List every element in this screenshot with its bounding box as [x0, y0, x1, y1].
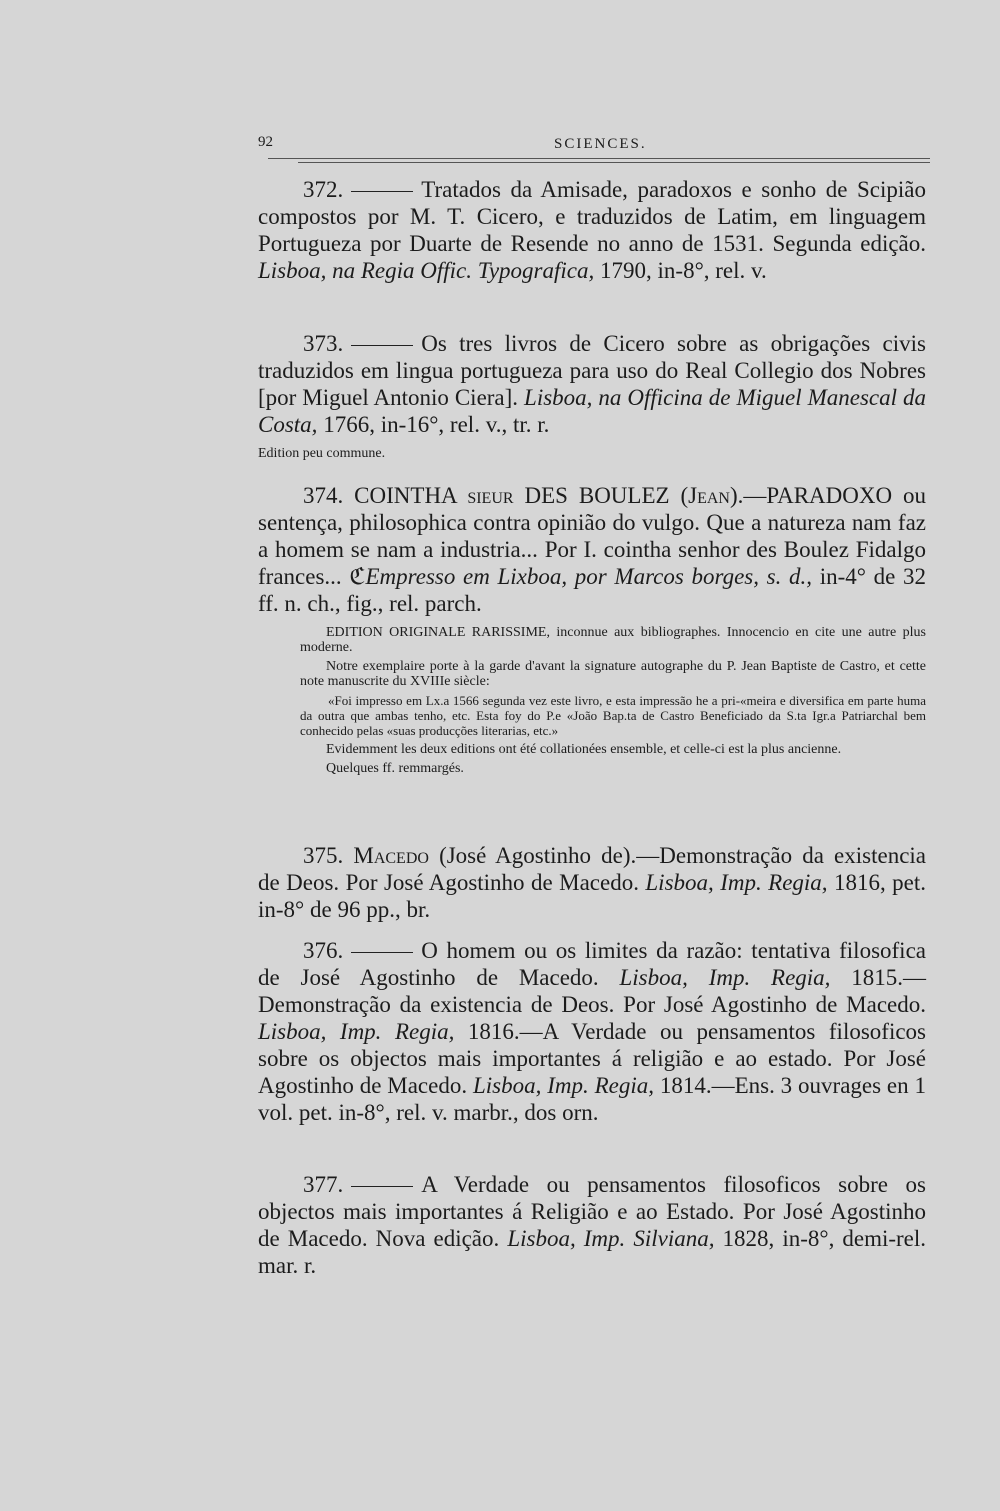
- entry-note: Edition peu commune.: [258, 446, 386, 461]
- entry-imprint: Lisboa, Imp. Silviana,: [507, 1226, 715, 1251]
- entry-375: [258, 842, 926, 923]
- entry-373: [258, 330, 926, 461]
- running-title: SCIENCES.: [554, 136, 647, 152]
- entry-title: O homem ou os limites da razão: tentativa filosofica de José Agostinho de Macedo.: [258, 938, 926, 990]
- manuscript-quote: «Foi impresso em Lx.a 1566 segunda vez este livro, e esta impressão he a pri-«meira e diversifica em parte huma da outra que ambas tenho, etc. Esta foy do P.e «João Bap.ta de Castro Beneficiado da S.ta Igr.a Patriarchal bem conhecido pelas «suas producções literarias, etc.»: [300, 693, 926, 738]
- entry-imprint: Lisboa, Imp. Regia,: [472, 1073, 654, 1098]
- entry-376: [258, 937, 926, 1126]
- entry-number: 377.: [303, 1172, 344, 1197]
- entry-title: (José Agostinho de).—Demonstração da existencia de Deos. Por José Agostinho de Macedo.: [258, 843, 926, 895]
- entry-imprint: Lisboa, na Regia Offic. Typografica,: [258, 258, 595, 283]
- ditto-dash: [351, 952, 413, 953]
- entry-imprint: Lisboa, na Officina de Miguel Manescal da Costa,: [258, 385, 926, 437]
- entry-notes: [258, 625, 926, 776]
- entry-author: COINTHA: [354, 483, 457, 508]
- entry-title: Os tres livros de Cicero sobre as obrigações civis traduzidos em lingua portugueza para uso do Real Collegio dos Nobres [por Miguel Antonio Ciera].: [258, 331, 926, 410]
- entry-author: Macedo: [353, 843, 429, 868]
- entry-note: Quelques ff. remmargés.: [326, 761, 464, 776]
- page-header: [258, 134, 930, 160]
- entry-number: 375.: [303, 843, 344, 868]
- entry-author-name: DES BOULEZ (: [524, 483, 689, 508]
- entry-note: Notre exemplaire porte à la garde d'avant la signature autographe du P. Jean Baptiste de Castro, et cette note manuscrite du XVIIIe siècle:: [300, 659, 926, 689]
- entry-title: 1815.— Demonstração da existencia de Deos. Por José Agostinho de Macedo.: [258, 965, 926, 1017]
- entry-details: 1766, in-16°, rel. v., tr. r.: [323, 412, 550, 437]
- entry-author-first: Jean: [688, 483, 730, 508]
- ditto-dash: [351, 191, 413, 192]
- entry-note: Evidemment les deux editions ont été collationées ensemble, et celle-ci est la plus ancienne.: [326, 742, 842, 757]
- entry-imprint: Lisboa, Imp. Regia,: [258, 1019, 455, 1044]
- entry-title: Tratados da Amisade, paradoxos e sonho de Scipião compostos por M. T. Cicero, e traduzidos de Latim, em linguagem Portugueza por Duarte de Resende no anno de 1531. Segunda edição.: [258, 177, 926, 256]
- header-rule: [268, 158, 930, 159]
- ditto-dash: [351, 345, 413, 346]
- entry-details: 1814.—Ens. 3 ouvrages en 1 vol. pet. in-8°, rel. v. marbr., dos orn.: [258, 1073, 926, 1125]
- page-number: 92: [258, 134, 273, 150]
- entry-title: ).—PARADOXO ou sentença, philosophica contra opinião do vulgo. Que a natureza nam faz a homem se nam a industria... Por I. cointha senhor des Boulez Fidalgo frances... ℭ: [258, 483, 927, 589]
- ditto-dash: [351, 1186, 413, 1187]
- entry-number: 373.: [303, 331, 344, 356]
- entry-imprint: Lisboa, Imp. Regia,: [619, 965, 831, 990]
- entry-details: 1816, pet. in-8° de 96 pp., br.: [258, 870, 927, 922]
- entry-details: 1828, in-8°, demi-rel. mar. r.: [258, 1226, 927, 1278]
- header-rule: [298, 162, 930, 163]
- entry-number: 376.: [303, 938, 344, 963]
- entry-details: in-4° de 32 ff. n. ch., fig., rel. parch.: [258, 564, 926, 616]
- entry-details: 1790, in-8°, rel. v.: [600, 258, 767, 283]
- entry-372: [258, 176, 926, 284]
- entry-imprint: Lisboa, Imp. Regia,: [645, 870, 828, 895]
- entry-number: 372.: [303, 177, 344, 202]
- entry-title: A Verdade ou pensamentos filosoficos sobre os objectos mais importantes á Religião e ao Estado. Por José Agostinho de Macedo. Nova edição.: [258, 1172, 926, 1251]
- entry-imprint: Empresso em Lixboa, por Marcos borges, s. d.,: [365, 564, 813, 589]
- entry-title: 1816.—A Verdade ou pensamentos filosoficos sobre os objectos mais importantes á religião e ao estado. Por José Agostinho de Macedo.: [258, 1019, 926, 1098]
- entry-author-title: sieur: [467, 483, 514, 508]
- entry-377: [258, 1171, 926, 1279]
- entry-note: EDITION ORIGINALE RARISSIME, inconnue aux bibliographes. Innocencio en cite une autre plus moderne.: [300, 625, 926, 655]
- entry-number: 374.: [303, 483, 344, 508]
- entry-374: [258, 482, 926, 776]
